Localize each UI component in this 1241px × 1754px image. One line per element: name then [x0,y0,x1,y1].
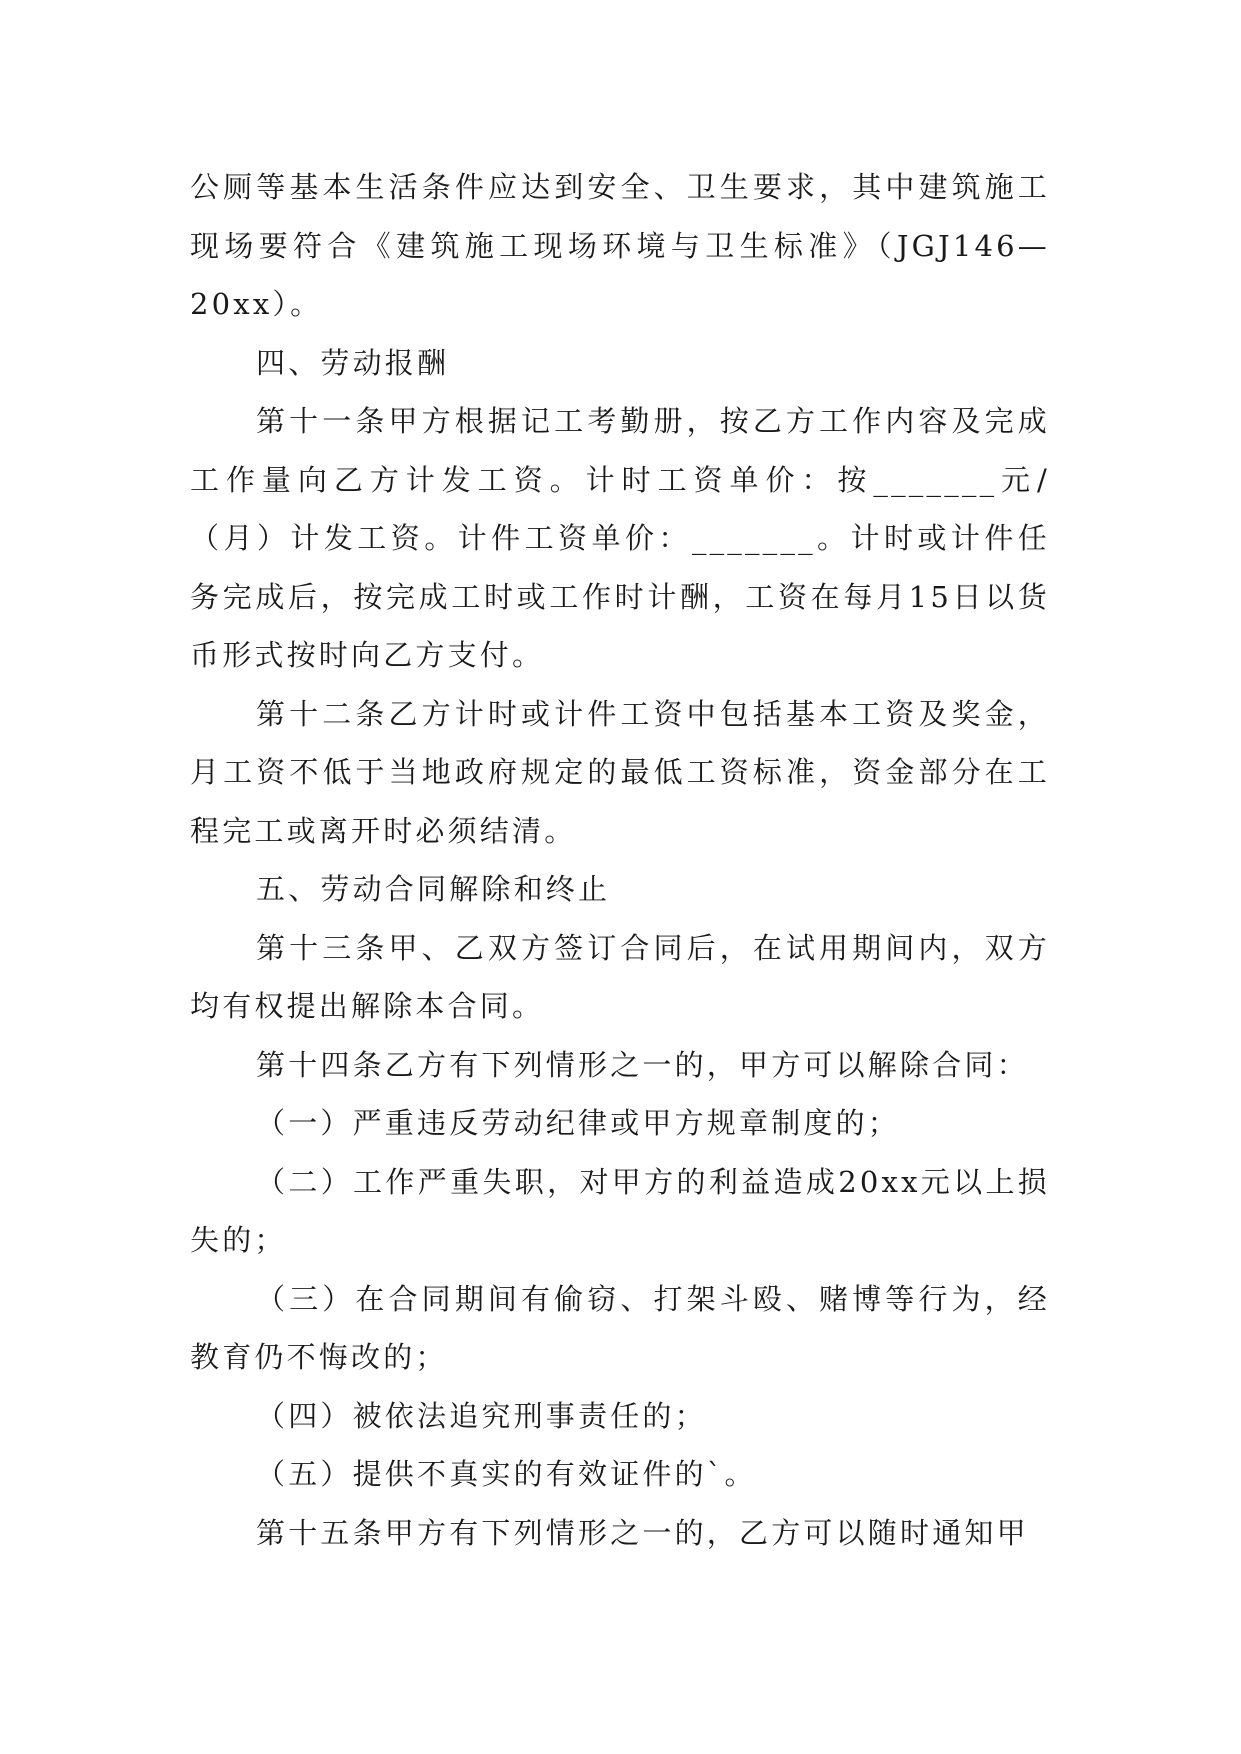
article-14-item-2: （二）工作严重失职，对甲方的利益造成20xx元以上损失的； [190,1164,1050,1257]
article-11: 第十一条甲方根据记工考勤册，按乙方工作内容及完成工作量向乙方计发工资。计时工资单价：按_______元/（月）计发工资。计件工资单价：_______。计时或计件任务完成后，按完成工时或工作时计酬，工资在每月15日以货币形式按时向乙方支付。 [190,404,1050,672]
article-14-item-1: （一）严重违反劳动纪律或甲方规章制度的； [256,1106,901,1140]
article-14-item-5: （五）提供不真实的有效证件的`。 [256,1457,757,1491]
section-heading-termination: 五、劳动合同解除和终止 [256,872,611,906]
article-14-item-3: （三）在合同期间有偷窃、打架斗殴、赌博等行为，经教育仍不悔改的； [190,1281,1050,1374]
article-15: 第十五条甲方有下列情形之一的，乙方可以随时通知甲 [256,1515,1029,1550]
document-body [190,158,1050,1562]
article-14-item-4: （四）被依法追究刑事责任的； [256,1398,707,1433]
section-heading-labor-pay: 四、劳动报酬 [256,345,450,380]
article-14: 第十四条乙方有下列情形之一的，甲方可以解除合同： [256,1047,1029,1082]
article-12: 第十二条乙方计时或计件工资中包括基本工资及奖金，月工资不低于当地政府规定的最低工资标准，资金部分在工程完工或离开时必须结清。 [190,696,1050,848]
paragraph-sanitation-standard: 公厕等基本生活条件应达到安全、卫生要求，其中建筑施工现场要符合《建筑施工现场环境与卫生标准》（JGJ146—20xx）。 [190,170,1050,321]
article-13: 第十三条甲、乙双方签订合同后，在试用期间内，双方均有权提出解除本合同。 [190,930,1050,1023]
